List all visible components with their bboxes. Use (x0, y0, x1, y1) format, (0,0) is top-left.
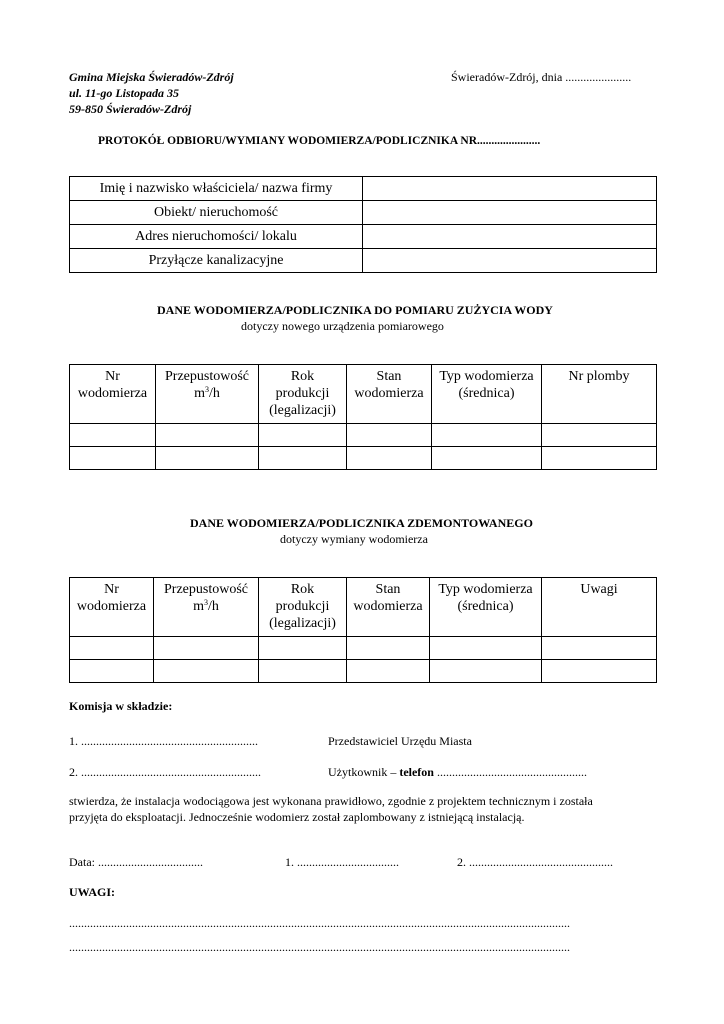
col-meter-type: Typ wodomierza (średnica) (432, 365, 542, 424)
date-signature: Data: ................................... (69, 855, 203, 869)
table-cell[interactable] (156, 424, 259, 447)
table-row (70, 447, 657, 470)
table-cell[interactable] (430, 637, 542, 660)
remarks-line-1: ....................................................................................................................................................................... (69, 916, 570, 930)
table-cell[interactable] (347, 424, 432, 447)
col-meter-number: Nr wodomierza (70, 365, 156, 424)
col-meter-number: Nr wodomierza (70, 578, 154, 637)
table-header-row (70, 578, 657, 637)
old-meter-subheading: dotyczy wymiany wodomierza (280, 532, 428, 546)
table-cell[interactable] (347, 637, 430, 660)
sewer-label-cell: Przyłącze kanalizacyjne (70, 249, 363, 273)
col-remarks: Uwagi (542, 578, 657, 637)
old-meter-heading: DANE WODOMIERZA/PODLICZNIKA ZDEMONTOWANEGO (190, 516, 533, 530)
sender-address: ul. 11-go Listopada 35 (69, 86, 180, 100)
statement-line-1: stwierdza, że instalacja wodociągowa jest wykonana prawidłowo, zgodnie z projektem technicznym i została (69, 794, 593, 808)
table-row (70, 637, 657, 660)
table-cell[interactable] (259, 660, 347, 683)
new-meter-heading: DANE WODOMIERZA/PODLICZNIKA DO POMIARU ZUŻYCIA WODY (157, 303, 553, 317)
table-row (70, 249, 657, 273)
col-capacity: Przepustowość $m^3/h$ (156, 365, 259, 424)
signature-2: 2. ................................................ (457, 855, 613, 869)
address-value-cell[interactable] (363, 225, 657, 249)
commission-member-2-role: Użytkownik – telefon .................................................. (328, 765, 587, 779)
remarks-line-2: ....................................................................................................................................................................... (69, 940, 570, 954)
col-meter-reading: Stan wodomierza (347, 365, 432, 424)
table-cell[interactable] (70, 424, 156, 447)
col-production-year: Rok produkcji (legalizacji) (259, 365, 347, 424)
table-cell[interactable] (70, 637, 154, 660)
table-cell[interactable] (70, 660, 154, 683)
table-cell[interactable] (154, 637, 259, 660)
remarks-label: UWAGI: (69, 885, 116, 899)
old-meter-table (69, 577, 657, 683)
table-cell[interactable] (542, 660, 657, 683)
table-cell[interactable] (156, 447, 259, 470)
table-row (70, 201, 657, 225)
sender-name: Gmina Miejska Świeradów-Zdrój (69, 70, 234, 84)
table-row (70, 660, 657, 683)
table-cell[interactable] (347, 660, 430, 683)
table-header-row (70, 365, 657, 424)
commission-member-2: 2. ............................................................ (69, 765, 261, 779)
table-row (70, 424, 657, 447)
property-value-cell[interactable] (363, 201, 657, 225)
new-meter-table (69, 364, 657, 470)
commission-member-1-role: Przedstawiciel Urzędu Miasta (328, 734, 472, 748)
col-meter-type: Typ wodomierza (średnica) (430, 578, 542, 637)
table-cell[interactable] (70, 447, 156, 470)
table-cell[interactable] (432, 447, 542, 470)
sewer-value-cell[interactable] (363, 249, 657, 273)
owner-label-cell: Imię i nazwisko właściciela/ nazwa firmy (70, 177, 363, 201)
property-label-cell: Obiekt/ nieruchomość (70, 201, 363, 225)
table-cell[interactable] (430, 660, 542, 683)
table-row (70, 225, 657, 249)
table-cell[interactable] (432, 424, 542, 447)
col-meter-reading: Stan wodomierza (347, 578, 430, 637)
document-title: PROTOKÓŁ ODBIORU/WYMIANY WODOMIERZA/PODLICZNIKA NR...................... (98, 135, 541, 147)
col-production-year: Rok produkcji (legalizacji) (259, 578, 347, 637)
table-cell[interactable] (154, 660, 259, 683)
commission-label: Komisja w składzie: (69, 699, 173, 713)
table-row (70, 177, 657, 201)
table-cell[interactable] (347, 447, 432, 470)
table-cell[interactable] (259, 637, 347, 660)
new-meter-subheading: dotyczy nowego urządzenia pomiarowego (241, 319, 444, 333)
owner-value-cell[interactable] (363, 177, 657, 201)
signature-1: 1. .................................. (285, 855, 399, 869)
col-seal-number: Nr plomby (542, 365, 657, 424)
table-cell[interactable] (542, 637, 657, 660)
address-label-cell: Adres nieruchomości/ lokalu (70, 225, 363, 249)
sender-postal: 59-850 Świeradów-Zdrój (69, 102, 192, 116)
table-cell[interactable] (542, 424, 657, 447)
table-cell[interactable] (259, 447, 347, 470)
col-capacity: Przepustowość $m^3/h$ (154, 578, 259, 637)
commission-member-1: 1. ........................................................... (69, 734, 258, 748)
statement-line-2: przyjęta do eksploatacji. Jednocześnie wodomierz został zaplombowany z istniejącą instalacją. (69, 810, 525, 824)
owner-table (69, 176, 657, 273)
table-cell[interactable] (259, 424, 347, 447)
table-cell[interactable] (542, 447, 657, 470)
place-date: Świeradów-Zdrój, dnia ...................... (451, 70, 632, 84)
